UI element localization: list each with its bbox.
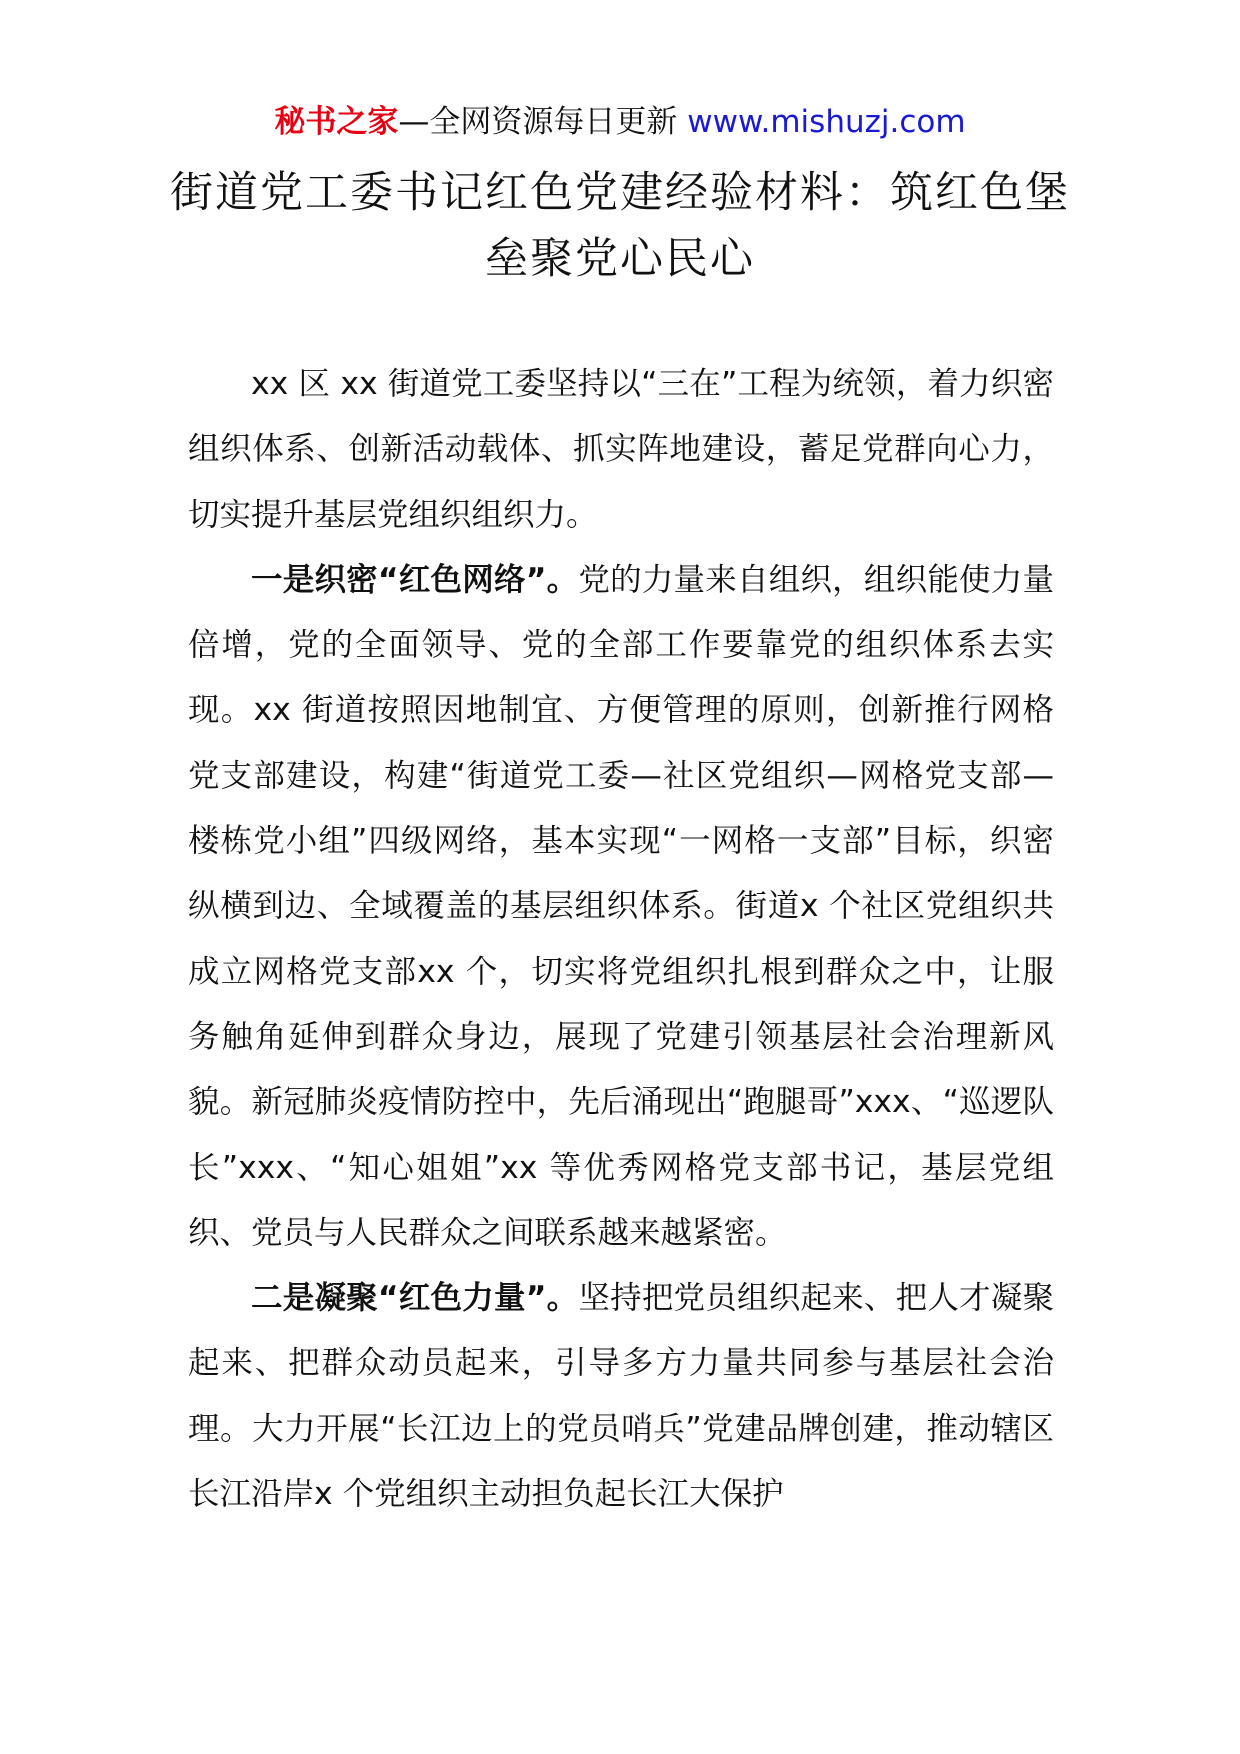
- section-one-heading: 一是织密“红色网络”。: [251, 561, 579, 598]
- brand-name: 秘书之家: [274, 104, 399, 140]
- intro-paragraph: [188, 352, 1054, 548]
- document-body: [188, 352, 1054, 1527]
- paragraph-text: 坚持把党员组织起来、把人才凝聚起来、把群众动员起来，引导多方力量共同参与基层社会治理。大力开展“长江边上的党员哨兵”党建品牌创建，推动辖区长江沿岸x 个党组织主动担负起长江大保护: [188, 1280, 1055, 1513]
- paragraph-text: xx 区 xx 街道党工委坚持以“三在”工程为统领，着力织密组织体系、创新活动载体、抓实阵地建设，蓄足党群向心力，切实提升基层党组织组织力。: [188, 366, 1054, 533]
- document-title: 街道党工委书记红色党建经验材料：筑红色堡垒聚党心民心: [170, 168, 1070, 284]
- site-url-link[interactable]: www.mishuzj.com: [687, 104, 966, 140]
- section-two-heading: 二是凝聚“红色力量”。: [251, 1280, 579, 1317]
- section-two-paragraph: [188, 1266, 1054, 1527]
- section-one-paragraph: [188, 548, 1054, 1266]
- site-header: [0, 100, 1240, 144]
- header-tagline: —全网资源每日更新: [398, 104, 688, 140]
- paragraph-text: 党的力量来自组织，组织能使力量倍增，党的全面领导、党的全部工作要靠党的组织体系去实现。xx 街道按照因地制宜、方便管理的原则，创新推行网格党支部建设，构建“街道党工委—社区党组织—网格党支部—楼栋党小组”四级网络，基本实现“一网格一支部”目标，织密纵横到边、全域覆盖的基层组织体系。街道x 个社区党组织共成立网格党支部xx 个，切实将党组织扎根到群众之中，让服务触角延伸到群众身边，展现了党建引领基层社会治理新风貌。新冠肺炎疫情防控中，先后涌现出“跑腿哥”xxx、“巡逻队长”xxx、“知心姐姐”xx 等优秀网格党支部书记，基层党组织、党员与人民群众之间联系越来越紧密。: [188, 561, 1055, 1251]
